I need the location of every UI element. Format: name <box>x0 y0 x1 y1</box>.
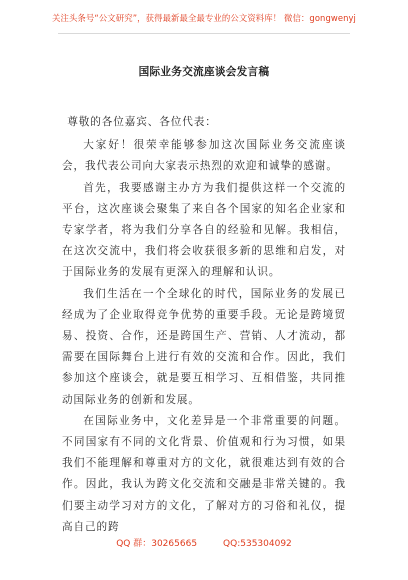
qq-group-text: QQ 群：30265665 <box>116 539 198 549</box>
document-title: 国际业务交流座谈会发言稿 <box>138 66 270 78</box>
paragraph-2: 首先，我要感谢主办方为我们提供这样一个交流的平台，这次座谈会聚集了来自各个国家的知名企业家和专家学者，将为我们分享各自的经验和见解。我相信，在这次交流中，我们将会收获很多新的思维和启发，对于国际业务的发展有更深入的理解和认识。 <box>62 181 346 279</box>
paragraph-4: 在国际业务中，文化差异是一个非常重要的问题。不同国家有不同的文化背景、价值观和行为习惯，如果我们不能理解和尊重对方的文化，就很难达到有效的合作。因此，我认为跨文化交流和交融是非常关键的。我们要主动学习对方的文化，了解对方的习俗和礼仪，提高自己的跨 <box>62 414 346 533</box>
header-divider <box>58 33 350 34</box>
document-body <box>62 112 346 538</box>
salutation: 尊敬的各位嘉宾、各位代表： <box>67 116 217 128</box>
paragraph-3: 我们生活在一个全球化的时代，国际业务的发展已经成为了企业取得竞争优势的重要手段。无论是跨境贸易、投资、合作，还是跨国生产、营销、人才流动，都需要在国际舞台上进行有效的交流和合作。因此，我们参加这个座谈会，就是要互相学习、互相借鉴，共同推动国际业务的创新和发展。 <box>62 287 346 406</box>
qq-number-text: QQ:535304092 <box>223 539 292 549</box>
paragraph-1: 大家好！很荣幸能够参加这次国际业务交流座谈会，我代表公司向大家表示热烈的欢迎和诚挚的感谢。 <box>62 139 346 173</box>
contact-footer <box>0 536 408 549</box>
promo-header: 关注头条号“公文研究”，获得最新最全最专业的公文资料库！ 微信：gongwenyj <box>52 13 356 23</box>
